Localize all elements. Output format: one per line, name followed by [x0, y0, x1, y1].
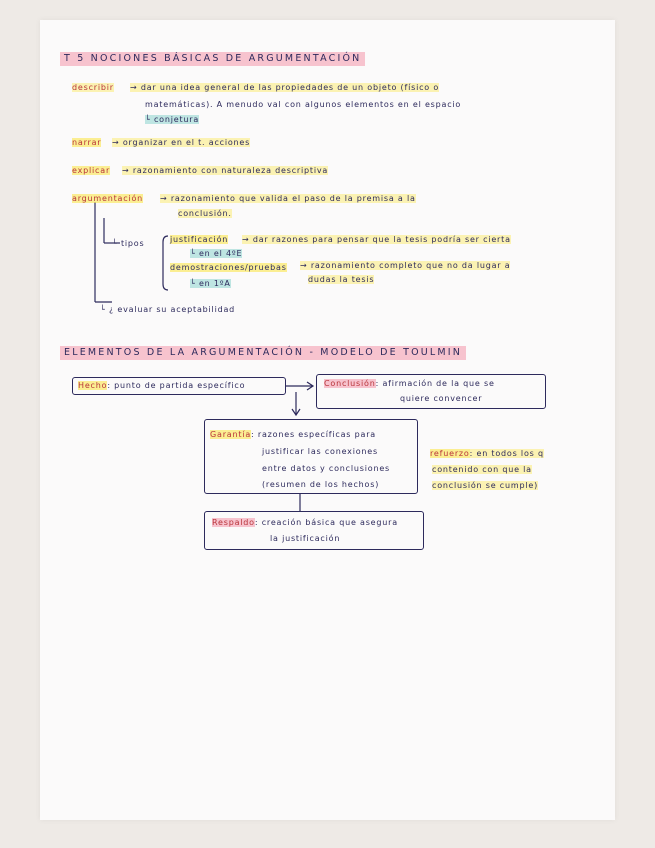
- refuerzo-line1: refuerzo: en todos los q: [430, 449, 544, 458]
- tipos-label: └ tipos: [112, 239, 145, 248]
- tipos-bracket: [163, 236, 168, 290]
- hecho-text: Hecho: punto de partida específico: [78, 381, 246, 390]
- garantia-line1: Garantía: razones específicas para: [210, 430, 376, 439]
- conclusion-line2: quiere convencer: [400, 394, 483, 403]
- refuerzo-line2: contenido con que la: [432, 465, 532, 474]
- refuerzo-line3: conclusión se cumple): [432, 481, 538, 490]
- section-title-toulmin: ELEMENTOS DE LA ARGUMENTACIÓN - MODELO DE TOULMIN: [60, 346, 466, 360]
- justificacion-text: → dar razones para pensar que la tesis podría ser cierta: [242, 235, 511, 244]
- demostraciones-text: → razonamiento completo que no da lugar a: [300, 261, 511, 270]
- evaluar-pregunta: └ ¿ evaluar su aceptabilidad: [100, 305, 236, 314]
- garantia-line4: (resumen de los hechos): [262, 480, 380, 489]
- describir-line2: matemáticas). A menudo val con algunos elementos en el espacio: [145, 100, 462, 109]
- narrar-text: → organizar en el t. acciones: [112, 138, 251, 147]
- explicar-term: explicar: [72, 166, 111, 175]
- demostraciones-sub: └ en 1ºA: [190, 279, 231, 288]
- argumentacion-term: argumentación: [72, 194, 144, 203]
- demostraciones-text2: dudas la tesis: [308, 275, 375, 284]
- justificacion-sub: └ en el 4ºE: [190, 249, 243, 258]
- describir-line1: → dar una idea general de las propiedades de un objeto (físico o: [130, 83, 440, 92]
- explicar-text: → razonamiento con naturaleza descriptiva: [122, 166, 329, 175]
- section-title-nociones: T 5 NOCIONES BÁSICAS DE ARGUMENTACIÓN: [60, 52, 365, 66]
- justificacion-term: justificación: [170, 235, 229, 244]
- garantia-line2: justificar las conexiones: [262, 447, 378, 456]
- argumentacion-line1: → razonamiento que valida el paso de la premisa a la: [160, 194, 416, 203]
- narrar-term: narrar: [72, 138, 102, 147]
- describir-sub: └ conjetura: [145, 115, 200, 124]
- argumentacion-line2: conclusión.: [178, 209, 232, 218]
- respaldo-box: [204, 511, 424, 550]
- garantia-line3: entre datos y conclusiones: [262, 464, 391, 473]
- demostraciones-term: demostraciones/pruebas: [170, 263, 287, 272]
- conclusion-line1: Conclusión: afirmación de la que se: [324, 379, 495, 388]
- respaldo-line1: Respaldo: creación básica que asegura: [212, 518, 398, 527]
- describir-term: describir: [72, 83, 114, 92]
- respaldo-line2: la justificación: [270, 534, 341, 543]
